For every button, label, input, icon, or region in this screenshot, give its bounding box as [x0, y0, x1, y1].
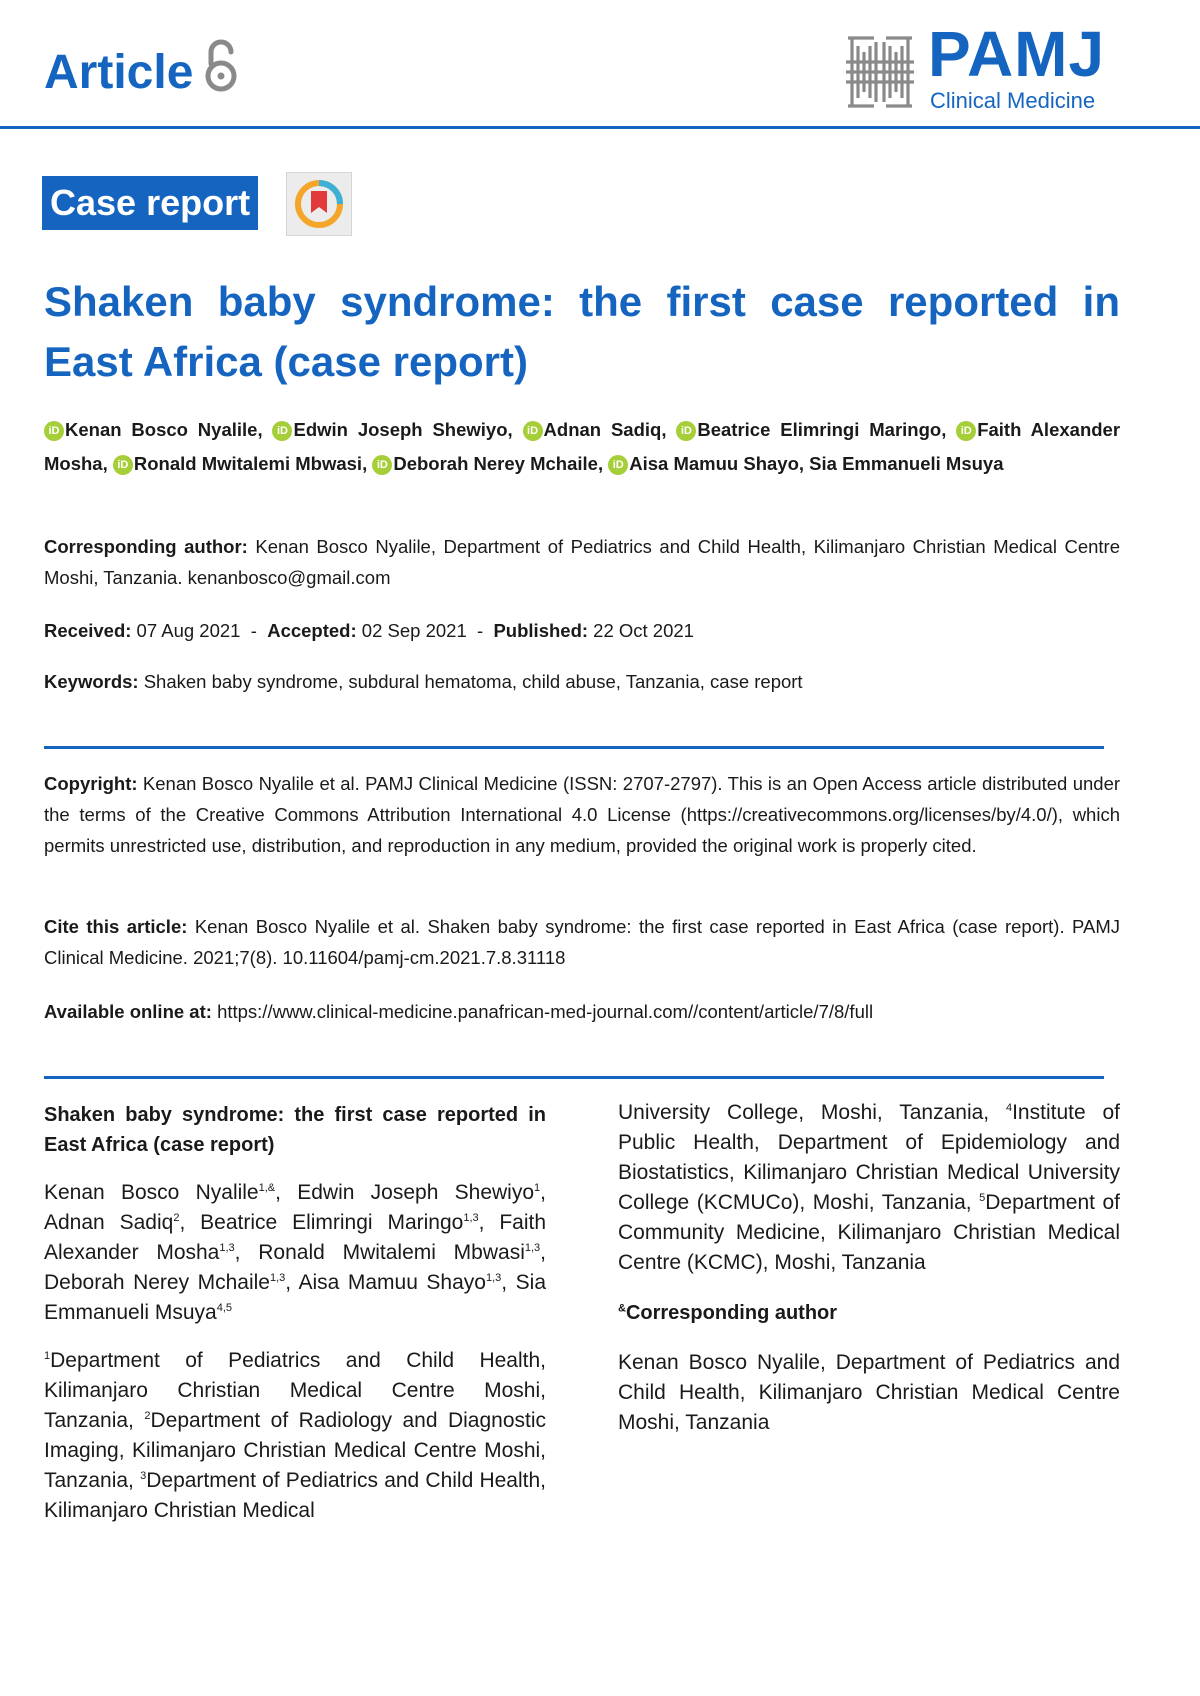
available-label: Available online at:	[44, 1001, 212, 1022]
accepted-date: 02 Sep 2021	[361, 620, 467, 641]
body-author-name: Beatrice Elimringi Maringo	[200, 1211, 464, 1234]
body-author-name: Adnan Sadiq	[44, 1211, 174, 1234]
orcid-icon[interactable]: iD	[608, 455, 628, 475]
author-name: Adnan Sadiq	[543, 419, 662, 440]
affiliation-text: Department of Pediatrics and Child Health, Kilimanjaro Christian Medical Centre Moshi, Tanzania,	[44, 1349, 546, 1432]
affiliation-sup: 5	[979, 1192, 986, 1204]
published-label: Published:	[493, 620, 589, 641]
affiliation-text: University College, Moshi, Tanzania,	[618, 1101, 990, 1124]
available-url-link[interactable]: https://www.clinical-medicine.panafrican-med-journal.com//content/article/7/8/full	[217, 1001, 874, 1022]
affiliation-text: Institute of Public Health, Department of Epidemiology and Biostatistics, Kilimanjaro Christian Medical University College (KCMUCo), Moshi, Tanzania,	[618, 1101, 1120, 1214]
orcid-icon[interactable]: iD	[272, 421, 292, 441]
header-divider	[0, 126, 1200, 129]
article-label-text: Article	[44, 45, 194, 99]
body-author-name: Sia Emmanueli Msuya	[44, 1271, 547, 1324]
section-divider	[44, 1076, 1104, 1079]
orcid-icon[interactable]: iD	[372, 455, 392, 475]
copyright-text: Kenan Bosco Nyalile et al. PAMJ Clinical Medicine (ISSN: 2707-2797). This is an Open Access article distributed under the terms of the Creative Commons Attribution International 4.0 License (https://creativecommons.org/licenses/by/4.0/), which permits unrestricted use, distribution, and reproduction in any medium, provided the original work is properly cited.	[44, 773, 1121, 856]
received-date: 07 Aug 2021	[136, 620, 241, 641]
corresponding-text: Kenan Bosco Nyalile, Department of Pediatrics and Child Health, Kilimanjaro Christian Medical Centre Moshi, Tanzania. kenanbosco@gmail.com	[44, 536, 1120, 588]
cite-label: Cite this article:	[44, 916, 188, 937]
keywords-label: Keywords:	[44, 671, 139, 692]
affiliation-sup: 1	[44, 1350, 51, 1362]
orcid-icon[interactable]: iD	[44, 421, 64, 441]
affiliation-sup: 3	[140, 1470, 147, 1482]
author-name: Deborah Nerey Mchaile	[393, 453, 598, 474]
left-column	[44, 1100, 546, 1526]
cite-block	[44, 911, 1120, 973]
pamj-logo-subtitle: Clinical Medicine	[930, 88, 1096, 113]
corresponding-heading: &Corresponding author	[618, 1302, 838, 1324]
author-affiliation-sup: 1	[534, 1182, 541, 1194]
affiliation-list-continued	[618, 1098, 1120, 1278]
body-title: Shaken baby syndrome: the first case reported in East Africa (case report)	[44, 1104, 546, 1156]
author-name: Aisa Mamuu Shayo	[629, 453, 799, 474]
orcid-icon[interactable]: iD	[113, 455, 133, 475]
orcid-icon[interactable]: iD	[956, 421, 976, 441]
author-affiliation-sup: 4,5	[216, 1302, 233, 1314]
pamj-logo-mark-icon	[844, 32, 916, 112]
orcid-icon[interactable]: iD	[523, 421, 543, 441]
author-affiliation-sup: 1,3	[463, 1212, 479, 1224]
corresponding-label: Corresponding author:	[44, 536, 248, 557]
cite-text: Kenan Bosco Nyalile et al. Shaken baby syndrome: the first case reported in East Africa (case report). PAMJ Clinical Medicine. 2021;7(8). 10.11604/pamj-cm.2021.7.8.31118	[44, 916, 1120, 968]
section-divider	[44, 746, 1104, 749]
body-author-name: Faith Alexander Mosha	[44, 1211, 547, 1264]
open-access-icon	[203, 38, 239, 106]
affiliation-text: Department of Community Medicine, Kilimanjaro Christian Medical Centre (KCMC), Moshi, Tanzania	[618, 1191, 1120, 1274]
received-label: Received:	[44, 620, 132, 641]
body-author-name: Deborah Nerey Mchaile	[44, 1271, 270, 1294]
affiliation-text: Department of Pediatrics and Child Health, Kilimanjaro Christian Medical	[44, 1469, 546, 1522]
corresponding-author-block	[44, 531, 1120, 593]
body-author-name: Ronald Mwitalemi Mbwasi	[258, 1241, 525, 1264]
affiliation-sup: 2	[144, 1410, 151, 1422]
crossmark-button[interactable]	[286, 172, 352, 236]
body-author-name: Kenan Bosco Nyalile	[44, 1181, 259, 1204]
pamj-logo[interactable]	[844, 18, 1126, 114]
author-name: Edwin Joseph Shewiyo	[293, 419, 508, 440]
body-author-list: Kenan Bosco Nyalile$^{1,\&}$, Edwin Joseph Shewiyo$^1$, Adnan Sadiq$^2$, Beatrice Elimringi Maringo$^{1,3}$, Faith Alexander Mosha$^{1,3}$, Ronald Mwitalemi Mbwasi$^{1,3}$, Deborah Nerey Mchaile$^{1,3}$, Aisa Mamuu Shayo$^{1,3}$, Sia Emmanueli Msuya$^{4,5}$	[44, 1181, 547, 1324]
pamj-logo-name: PAMJ	[928, 18, 1106, 90]
author-list: iD Kenan Bosco Nyalile, iD Edwin Joseph Shewiyo, iD Adnan Sadiq, iD Beatrice Elimringi Maringo, iD Faith Alexander Mosha, iD Ronald Mwitalemi Mbwasi, iD Deborah Nerey Mchaile, iD Aisa Mamuu Shayo, Sia Emmanueli Msuya	[44, 419, 1121, 474]
author-name: Faith Alexander Mosha	[44, 419, 1121, 474]
body-author-name: Aisa Mamuu Shayo	[298, 1271, 486, 1294]
affiliation-list	[44, 1346, 546, 1526]
dates-block: Received: 07 Aug 2021 - Accepted: 02 Sep 2021 - Published: 22 Oct 2021	[44, 620, 694, 641]
author-name: Kenan Bosco Nyalile	[65, 419, 258, 440]
affiliation-sup: 4	[1005, 1102, 1013, 1114]
author-affiliation-sup: 1,3	[219, 1242, 235, 1254]
author-affiliation-sup: 2	[173, 1212, 180, 1224]
keywords-block	[44, 666, 1120, 697]
author-affiliation-sup: 1,3	[270, 1272, 286, 1284]
copyright-label: Copyright:	[44, 773, 138, 794]
right-column	[618, 1098, 1120, 1438]
orcid-icon[interactable]: iD	[676, 421, 696, 441]
author-name: Ronald Mwitalemi Mbwasi	[133, 453, 363, 474]
published-date: 22 Oct 2021	[593, 620, 694, 641]
case-report-badge: Case report	[42, 176, 258, 230]
author-name: Sia Emmanueli Msuya	[809, 453, 1004, 474]
author-name: Beatrice Elimringi Maringo	[697, 419, 942, 440]
available-online-block	[44, 996, 1120, 1027]
page-title: Shaken baby syndrome: the first case reported in East Africa (case report)	[44, 278, 1120, 385]
author-affiliation-sup: 1,3	[524, 1242, 541, 1254]
author-affiliation-sup: 1,3	[485, 1272, 502, 1284]
article-label	[44, 38, 239, 106]
keywords-text: Shaken baby syndrome, subdural hematoma, child abuse, Tanzania, case report	[143, 671, 803, 692]
body-author-name: Edwin Joseph Shewiyo	[297, 1181, 535, 1204]
corresponding-author-text: Kenan Bosco Nyalile, Department of Pediatrics and Child Health, Kilimanjaro Christian Medical Centre Moshi, Tanzania	[618, 1351, 1120, 1434]
copyright-block	[44, 768, 1120, 861]
accepted-label: Accepted:	[267, 620, 357, 641]
author-affiliation-sup: 1,&	[258, 1182, 276, 1194]
affiliation-text: Department of Radiology and Diagnostic Imaging, Kilimanjaro Christian Medical Centre Moshi, Tanzania,	[44, 1409, 546, 1492]
crossmark-icon	[287, 173, 351, 235]
